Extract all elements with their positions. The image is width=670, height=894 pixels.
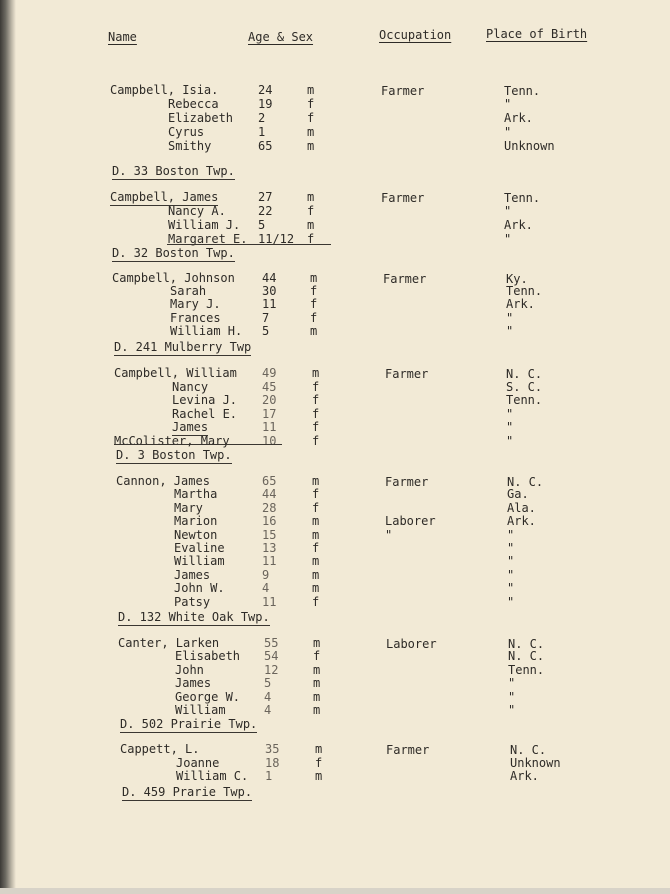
person-sex: m: [307, 218, 315, 232]
person-age: 12: [264, 663, 279, 677]
person-name: William: [174, 554, 225, 568]
person-name: Nancy A.: [168, 204, 226, 218]
person-name: John: [175, 663, 204, 677]
person-name: George W.: [175, 690, 241, 704]
person-sex: f: [312, 420, 320, 434]
person-name: William J.: [168, 218, 241, 232]
header-occupation: Occupation: [379, 28, 452, 42]
person-age: 28: [262, 501, 277, 515]
person-name: Mary: [174, 501, 203, 515]
person-age: 13: [262, 541, 277, 555]
person-place-of-birth: Ala.: [507, 501, 536, 515]
person-name: Elizabeth: [168, 111, 234, 125]
person-age: 19: [258, 97, 273, 111]
person-age: 4: [262, 581, 270, 595]
person-name: Frances: [170, 311, 221, 325]
person-name: Campbell, Johnson: [112, 271, 235, 285]
person-sex: m: [307, 190, 315, 204]
person-sex: m: [312, 554, 320, 568]
person-name: William H.: [170, 324, 243, 338]
person-sex: m: [315, 742, 323, 756]
person-age: 1: [265, 769, 273, 783]
person-sex: f: [312, 541, 320, 555]
person-name: Levina J.: [172, 393, 238, 407]
person-place-of-birth: ": [507, 541, 515, 555]
person-sex: m: [310, 271, 318, 285]
person-age: 65: [262, 474, 277, 488]
person-occupation: ": [385, 528, 393, 542]
person-place-of-birth: S. C.: [506, 380, 543, 394]
person-name: Elisabeth: [175, 649, 241, 663]
person-place-of-birth: ": [508, 676, 516, 690]
person-sex: m: [307, 83, 315, 97]
page-bottom-edge: [0, 888, 670, 894]
person-place-of-birth: ": [506, 434, 514, 448]
person-occupation: Farmer: [381, 84, 425, 98]
person-sex: m: [307, 139, 315, 153]
person-age: 9: [262, 568, 270, 582]
person-sex: f: [312, 595, 320, 609]
person-place-of-birth: Ark.: [507, 514, 536, 528]
person-place-of-birth: Ark.: [504, 111, 533, 125]
person-name: Evaline: [174, 541, 225, 555]
person-age: 35: [265, 742, 280, 756]
person-sex: m: [313, 676, 321, 690]
person-sex: m: [312, 366, 320, 380]
person-name: Joanne: [176, 756, 220, 770]
person-place-of-birth: ": [508, 690, 516, 704]
person-name: Newton: [174, 528, 218, 542]
person-place-of-birth: ": [507, 554, 515, 568]
person-sex: m: [310, 324, 318, 338]
person-age: 22: [258, 204, 273, 218]
district-label: D. 502 Prairie Twp.: [120, 717, 258, 731]
person-name: Cyrus: [168, 125, 205, 139]
person-sex: f: [310, 284, 318, 298]
person-name: Patsy: [174, 595, 211, 609]
person-sex: f: [312, 407, 320, 421]
person-place-of-birth: ": [504, 204, 512, 218]
person-place-of-birth: ": [508, 703, 516, 717]
person-name: Campbell, James: [110, 190, 219, 204]
person-sex: m: [312, 568, 320, 582]
person-sex: m: [313, 690, 321, 704]
person-age: 11: [262, 595, 277, 609]
person-place-of-birth: N. C.: [508, 649, 545, 663]
person-place-of-birth: ": [507, 581, 515, 595]
person-name: Campbell, Isia.: [110, 83, 219, 97]
person-age: 24: [258, 83, 273, 97]
person-age: 18: [265, 756, 280, 770]
person-age: 55: [264, 636, 279, 650]
district-label: D. 241 Mulberry Twp: [114, 340, 252, 354]
person-occupation: Farmer: [386, 743, 430, 757]
person-place-of-birth: Ga.: [507, 487, 529, 501]
person-age: 10: [262, 434, 277, 448]
person-place-of-birth: ": [506, 407, 514, 421]
person-place-of-birth: Ark.: [504, 218, 533, 232]
person-name: Canter, Larken: [118, 636, 220, 650]
person-name: Mary J.: [170, 297, 221, 311]
person-place-of-birth: N. C.: [508, 637, 545, 651]
person-place-of-birth: Unknown: [504, 139, 555, 153]
person-age: 27: [258, 190, 273, 204]
person-age: 4: [264, 690, 272, 704]
person-name: William: [175, 703, 226, 717]
person-occupation: Laborer: [386, 637, 437, 651]
person-place-of-birth: Tenn.: [504, 191, 541, 205]
person-place-of-birth: ": [506, 420, 514, 434]
person-sex: f: [310, 311, 318, 325]
person-place-of-birth: ": [506, 324, 514, 338]
underline-rule: [114, 444, 282, 445]
person-sex: m: [313, 703, 321, 717]
person-age: 11/12: [258, 232, 295, 246]
person-place-of-birth: Unknown: [510, 756, 561, 770]
person-place-of-birth: ": [504, 97, 512, 111]
district-label: D. 132 White Oak Twp.: [118, 610, 270, 624]
person-sex: f: [312, 434, 320, 448]
person-sex: f: [312, 393, 320, 407]
person-sex: m: [312, 528, 320, 542]
person-sex: f: [307, 232, 315, 246]
person-age: 17: [262, 407, 277, 421]
person-name: James: [174, 568, 211, 582]
person-sex: f: [307, 111, 315, 125]
person-place-of-birth: N. C.: [510, 743, 547, 757]
person-age: 4: [264, 703, 272, 717]
person-name: James: [175, 676, 212, 690]
district-label: D. 3 Boston Twp.: [116, 448, 232, 462]
person-age: 16: [262, 514, 277, 528]
person-sex: f: [307, 204, 315, 218]
person-age: 54: [264, 649, 279, 663]
district-label: D. 32 Boston Twp.: [112, 246, 235, 260]
person-name: Cappett, L.: [120, 742, 200, 756]
person-place-of-birth: ": [507, 528, 515, 542]
district-label: D. 459 Prarie Twp.: [122, 785, 253, 799]
person-place-of-birth: N. C.: [507, 475, 544, 489]
person-place-of-birth: Tenn.: [504, 84, 541, 98]
person-sex: f: [315, 756, 323, 770]
person-age: 15: [262, 528, 277, 542]
person-place-of-birth: Tenn.: [506, 393, 543, 407]
person-sex: f: [312, 380, 320, 394]
page-edge-shadow: [0, 0, 16, 894]
person-sex: m: [307, 125, 315, 139]
person-place-of-birth: Tenn.: [506, 284, 543, 298]
person-sex: m: [313, 663, 321, 677]
person-sex: f: [313, 649, 321, 663]
person-age: 5: [262, 324, 270, 338]
person-name: Rachel E.: [172, 407, 238, 421]
person-age: 30: [262, 284, 277, 298]
person-age: 44: [262, 271, 277, 285]
person-sex: f: [312, 487, 320, 501]
person-occupation: Farmer: [385, 367, 429, 381]
district-label: D. 33 Boston Twp.: [112, 164, 235, 178]
person-age: 5: [258, 218, 266, 232]
person-place-of-birth: ": [506, 311, 514, 325]
person-name: Marion: [174, 514, 218, 528]
person-name: McColister, Mary: [114, 434, 230, 448]
person-name: Sarah: [170, 284, 207, 298]
header-name: Name: [108, 30, 137, 44]
person-name: John W.: [174, 581, 225, 595]
person-name: Rebecca: [168, 97, 219, 111]
person-occupation: Farmer: [383, 272, 427, 286]
person-place-of-birth: ": [504, 232, 512, 246]
person-place-of-birth: Tenn.: [508, 663, 545, 677]
person-age: 45: [262, 380, 277, 394]
person-age: 11: [262, 554, 277, 568]
person-sex: f: [310, 297, 318, 311]
person-place-of-birth: Ky.: [506, 272, 528, 286]
person-name: Smithy: [168, 139, 212, 153]
header-age-sex: Age & Sex: [248, 30, 314, 44]
person-occupation: Farmer: [385, 475, 429, 489]
person-occupation: Laborer: [385, 514, 436, 528]
person-place-of-birth: Ark.: [506, 297, 535, 311]
person-place-of-birth: N. C.: [506, 367, 543, 381]
person-name: Campbell, William: [114, 366, 237, 380]
person-sex: f: [312, 501, 320, 515]
person-sex: m: [312, 474, 320, 488]
person-occupation: Farmer: [381, 191, 425, 205]
person-name: Martha: [174, 487, 218, 501]
underline-rule: [167, 244, 331, 245]
person-name: Cannon, James: [116, 474, 210, 488]
person-place-of-birth: Ark.: [510, 769, 539, 783]
person-place-of-birth: ": [507, 595, 515, 609]
person-age: 7: [262, 311, 270, 325]
person-name: Nancy: [172, 380, 209, 394]
person-sex: m: [313, 636, 321, 650]
person-sex: m: [312, 514, 320, 528]
person-name: James: [172, 420, 209, 434]
person-name: Margaret E.: [168, 232, 248, 246]
person-age: 11: [262, 420, 277, 434]
person-sex: m: [312, 581, 320, 595]
person-name: William C.: [176, 769, 249, 783]
person-age: 1: [258, 125, 266, 139]
person-age: 65: [258, 139, 273, 153]
person-place-of-birth: ": [504, 125, 512, 139]
person-age: 2: [258, 111, 266, 125]
person-age: 11: [262, 297, 277, 311]
person-age: 49: [262, 366, 277, 380]
person-place-of-birth: ": [507, 568, 515, 582]
person-sex: m: [315, 769, 323, 783]
person-age: 5: [264, 676, 272, 690]
person-age: 44: [262, 487, 277, 501]
header-place-of-birth: Place of Birth: [486, 27, 588, 41]
person-age: 20: [262, 393, 277, 407]
person-sex: f: [307, 97, 315, 111]
